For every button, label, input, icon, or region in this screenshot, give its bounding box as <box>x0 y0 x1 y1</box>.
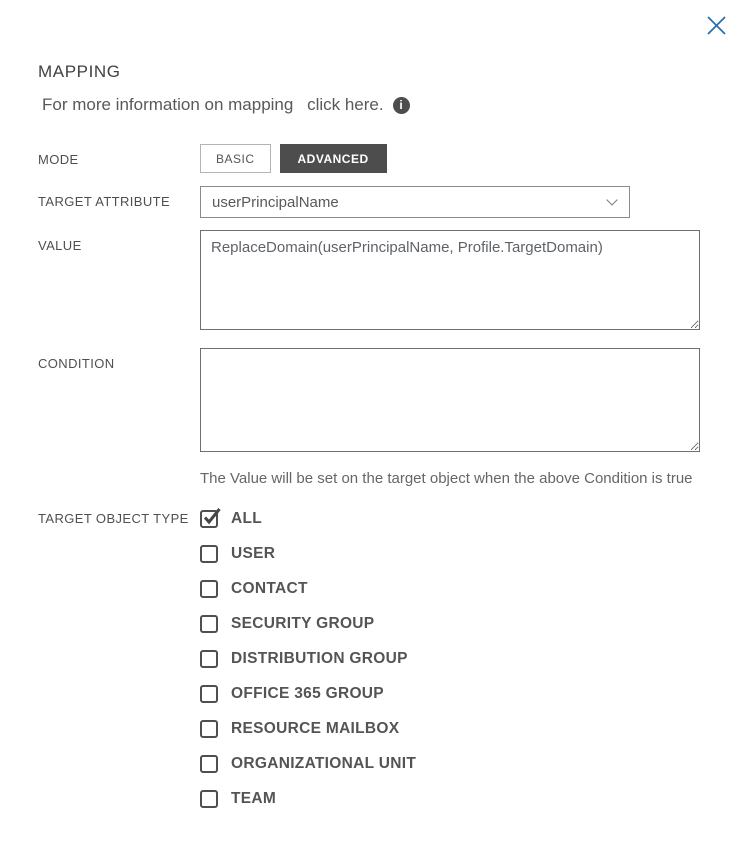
checkbox-label: TEAM <box>231 790 277 808</box>
checkbox-label: USER <box>231 545 276 563</box>
checkbox-unchecked-icon[interactable] <box>200 755 218 773</box>
checkbox-label: ORGANIZATIONAL UNIT <box>231 755 417 773</box>
checkbox-checked-icon[interactable] <box>200 510 218 528</box>
checkbox-item-resource-mailbox[interactable] <box>200 719 416 740</box>
condition-label: CONDITION <box>38 356 115 371</box>
target-object-type-row <box>38 509 700 824</box>
close-icon <box>705 14 728 37</box>
checkbox-item-all[interactable] <box>200 509 416 530</box>
basic-button[interactable]: BASIC <box>200 144 271 173</box>
mode-row <box>38 144 700 173</box>
target-attribute-select[interactable] <box>200 186 630 218</box>
condition-help-text: The Value will be set on the target object when the above Condition is true <box>200 470 693 487</box>
checkbox-label: OFFICE 365 GROUP <box>231 685 384 703</box>
checkbox-item-office-365-group[interactable] <box>200 684 416 705</box>
checkbox-item-team[interactable] <box>200 789 416 810</box>
target-attribute-value: userPrincipalName <box>212 193 339 211</box>
checkbox-unchecked-icon[interactable] <box>200 685 218 703</box>
checkbox-unchecked-icon[interactable] <box>200 580 218 598</box>
target-object-type-list <box>200 509 416 824</box>
checkbox-item-user[interactable] <box>200 544 416 565</box>
checkbox-unchecked-icon[interactable] <box>200 720 218 738</box>
checkbox-unchecked-icon[interactable] <box>200 790 218 808</box>
target-attribute-label: TARGET ATTRIBUTE <box>38 194 171 209</box>
subtitle-text: For more information on mapping <box>42 95 299 114</box>
dialog-title: MAPPING <box>38 62 121 81</box>
mode-toggle <box>200 144 387 173</box>
mapping-form <box>38 144 700 824</box>
checkbox-label: CONTACT <box>231 580 308 598</box>
checkbox-label: RESOURCE MAILBOX <box>231 720 400 738</box>
value-textarea[interactable] <box>200 230 700 330</box>
mapping-info-link[interactable]: click here. <box>307 95 384 114</box>
checkbox-unchecked-icon[interactable] <box>200 650 218 668</box>
condition-row <box>38 348 700 452</box>
checkbox-label: SECURITY GROUP <box>231 615 375 633</box>
dialog-subtitle <box>38 95 700 115</box>
checkbox-unchecked-icon[interactable] <box>200 545 218 563</box>
mode-label: MODE <box>38 152 79 167</box>
checkbox-item-distribution-group[interactable] <box>200 649 416 670</box>
value-row <box>38 230 700 330</box>
checkbox-unchecked-icon[interactable] <box>200 615 218 633</box>
advanced-button[interactable]: ADVANCED <box>280 144 387 173</box>
target-object-type-label: TARGET OBJECT TYPE <box>38 510 189 526</box>
checkbox-label: DISTRIBUTION GROUP <box>231 650 408 668</box>
target-attribute-row <box>38 186 700 218</box>
checkbox-item-organizational-unit[interactable] <box>200 754 416 775</box>
value-label: VALUE <box>38 238 82 253</box>
checkbox-label: ALL <box>231 510 263 528</box>
close-button[interactable] <box>703 12 729 38</box>
checkbox-item-contact[interactable] <box>200 579 416 600</box>
condition-textarea[interactable] <box>200 348 700 452</box>
checkbox-item-security-group[interactable] <box>200 614 416 635</box>
chevron-down-icon <box>606 194 617 205</box>
info-icon[interactable]: i <box>393 97 410 114</box>
